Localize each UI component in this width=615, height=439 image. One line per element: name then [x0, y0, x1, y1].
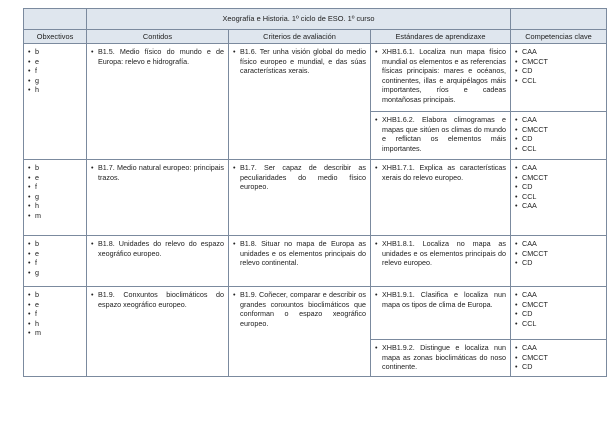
- objectives-cell: [24, 236, 87, 287]
- column-header-contents: Contidos: [87, 30, 229, 44]
- standard-cell: [371, 236, 511, 287]
- header-corner-cell: [24, 9, 87, 30]
- header-title-right-cell: [511, 9, 607, 30]
- objective-item: • e: [28, 300, 82, 310]
- content-cell: [87, 160, 229, 236]
- objective-item: • f: [28, 66, 82, 76]
- competence-item: • CD: [515, 362, 602, 372]
- criteria-item: • B1.7. Ser capaz de describir as peculiaridades do medio físico europeo.: [233, 163, 366, 192]
- competence-item: • CMCCT: [515, 300, 602, 310]
- objective-item: • h: [28, 85, 82, 95]
- competence-item: • CAA: [515, 47, 602, 57]
- content-cell: [87, 287, 229, 377]
- objective-item: • b: [28, 290, 82, 300]
- objectives-cell: [24, 287, 87, 377]
- objective-item: • h: [28, 319, 82, 329]
- table-row: [24, 236, 607, 287]
- standard-item: • XHB1.9.2. Distingue e localiza nun mapa as zonas bioclimáticas do noso continente.: [375, 343, 506, 372]
- objective-item: • f: [28, 309, 82, 319]
- competence-item: • CAA: [515, 290, 602, 300]
- competence-item: • CAA: [515, 239, 602, 249]
- criteria-item: • B1.8. Situar no mapa de Europa as unidades e os elementos principais do relevo continental.: [233, 239, 366, 268]
- standard-item: • XHB1.7.1. Explica as características xerais do relevo europeo.: [375, 163, 506, 182]
- table-row: [24, 287, 607, 340]
- content-cell: [87, 44, 229, 160]
- standard-cell: [371, 44, 511, 112]
- competence-item: • CD: [515, 66, 602, 76]
- competences-cell: [511, 160, 607, 236]
- competences-cell: [511, 112, 607, 160]
- criteria-cell: [229, 44, 371, 160]
- competence-item: • CMCCT: [515, 249, 602, 259]
- content-item: • B1.7. Medio natural europeo: principais trazos.: [91, 163, 224, 182]
- competences-cell: [511, 236, 607, 287]
- competence-item: • CCL: [515, 76, 602, 86]
- standard-item: • XHB1.6.2. Elabora climogramas e mapas que sitúen os climas do mundo e reflictan os elementos máis importantes.: [375, 115, 506, 153]
- competence-item: • CD: [515, 258, 602, 268]
- column-header-standards: Estándares de aprendizaxe: [371, 30, 511, 44]
- column-header-criteria: Criterios de avaliación: [229, 30, 371, 44]
- objective-item: • e: [28, 249, 82, 259]
- competence-item: • CD: [515, 182, 602, 192]
- criteria-cell: [229, 287, 371, 377]
- objective-item: • g: [28, 192, 82, 202]
- objective-item: • f: [28, 182, 82, 192]
- standard-cell: [371, 112, 511, 160]
- criteria-item: • B1.6. Ter unha visión global do medio físico europeo e mundial, e das súas características xerais.: [233, 47, 366, 76]
- criteria-cell: [229, 160, 371, 236]
- standard-item: • XHB1.9.1. Clasifica e localiza nun mapa os tipos de clima de Europa.: [375, 290, 506, 309]
- competence-item: • CD: [515, 309, 602, 319]
- table-row: [24, 44, 607, 112]
- content-item: • B1.9. Conxuntos bioclimáticos do espazo xeográfico europeo.: [91, 290, 224, 309]
- table-row: [24, 160, 607, 236]
- competence-item: • CCL: [515, 319, 602, 329]
- content-item: • B1.8. Unidades do relevo do espazo xeográfico europeo.: [91, 239, 224, 258]
- objective-item: • b: [28, 47, 82, 57]
- objective-item: • b: [28, 239, 82, 249]
- column-header-objectives: Obxectivos: [24, 30, 87, 44]
- standard-item: • XHB1.8.1. Localiza no mapa as unidades e os elementos principais do relevo europeo.: [375, 239, 506, 268]
- objective-item: • h: [28, 201, 82, 211]
- column-header-competences: Competencias clave: [511, 30, 607, 44]
- standard-cell: [371, 287, 511, 340]
- criteria-cell: [229, 236, 371, 287]
- competence-item: • CMCCT: [515, 353, 602, 363]
- competence-item: • CAA: [515, 115, 602, 125]
- objectives-cell: [24, 160, 87, 236]
- objective-item: • m: [28, 328, 82, 338]
- competence-item: • CMCCT: [515, 125, 602, 135]
- competences-cell: [511, 44, 607, 112]
- objective-item: • f: [28, 258, 82, 268]
- standard-cell: [371, 340, 511, 377]
- competences-cell: [511, 340, 607, 377]
- objective-item: • m: [28, 211, 82, 221]
- competence-item: • CD: [515, 134, 602, 144]
- competence-item: • CAA: [515, 343, 602, 353]
- competence-item: • CAA: [515, 201, 602, 211]
- standard-item: • XHB1.6.1. Localiza nun mapa físico mundial os elementos e as referencias físicas principais: mares e océanos, continentes, illas e arquipélagos máis importantes, ríos e cadeas montañosas principais.: [375, 47, 506, 104]
- competence-item: • CMCCT: [515, 173, 602, 183]
- content-cell: [87, 236, 229, 287]
- criteria-item: • B1.9. Coñecer, comparar e describir os grandes conxuntos bioclimáticos que conforman o espazo xeográfico europeo.: [233, 290, 366, 328]
- competence-item: • CMCCT: [515, 57, 602, 67]
- table-title: Xeografía e Historia. 1º ciclo de ESO. 1º curso: [87, 9, 511, 30]
- objective-item: • e: [28, 57, 82, 67]
- competence-item: • CAA: [515, 163, 602, 173]
- standard-cell: [371, 160, 511, 236]
- competence-item: • CCL: [515, 192, 602, 202]
- objectives-cell: [24, 44, 87, 160]
- curriculum-table: [23, 8, 607, 377]
- objective-item: • e: [28, 173, 82, 183]
- objective-item: • b: [28, 163, 82, 173]
- content-item: • B1.5. Medio físico do mundo e de Europa: relevo e hidrografía.: [91, 47, 224, 66]
- competences-cell: [511, 287, 607, 340]
- objective-item: • g: [28, 76, 82, 86]
- objective-item: • g: [28, 268, 82, 278]
- competence-item: • CCL: [515, 144, 602, 154]
